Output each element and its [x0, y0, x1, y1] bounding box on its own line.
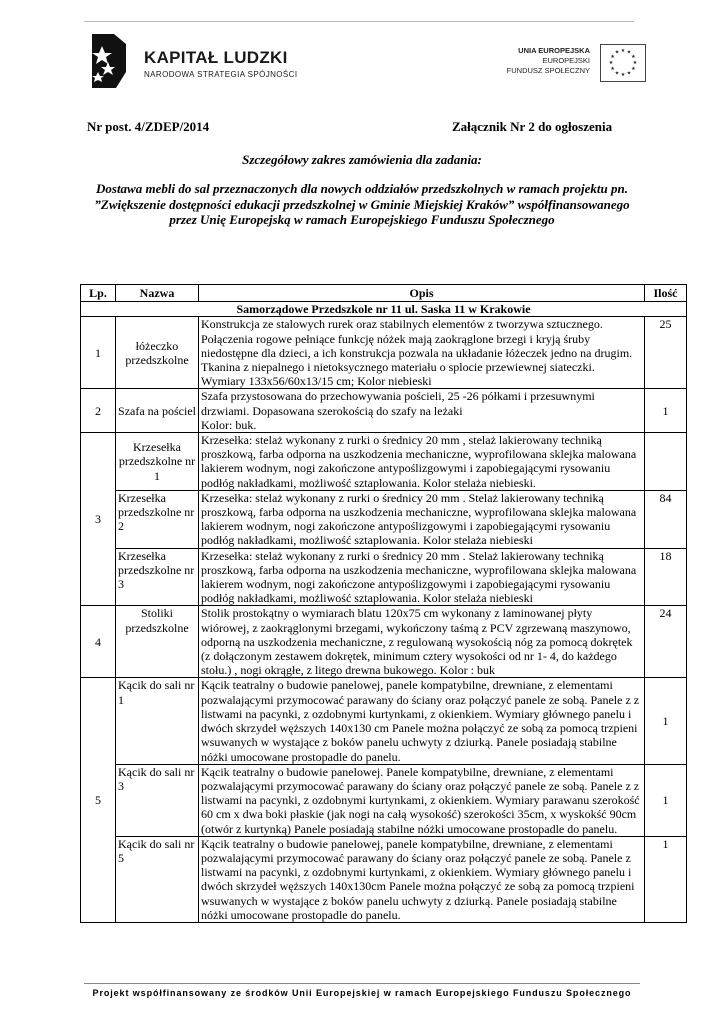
row-name: Szafa na pościel: [116, 389, 199, 433]
table-row: [81, 490, 687, 548]
row-description: Kącik teatralny o budowie panelowej. Panele kompatybilne, drewniane, z elementami pozwalającymi przymocować parawany do ściany oraz połączyć panele ze sobą. Panele z z listwami na pacynki, z ozdobnymi kurtynkami, z okienkiem. Wymiary parawanu szerokość 60 cm x dwa boki płaskie (jak nogi na całą wysokość) szerokości 35cm, x wyskokść 90cm (otwór z kurtynką) Panele posiadają stabilne nóżki umocowane prostopadle do panelu.: [199, 764, 645, 836]
top-rule: [84, 21, 634, 22]
task-description-line: Dostawa mebli do sal przeznaczonych dla nowych oddziałów przedszkolnych w ramach projektu pn.: [96, 181, 628, 196]
header-description: Opis: [199, 285, 645, 302]
logo-subtitle: NARODOWA STRATEGIA SPÓJNOŚCI: [144, 70, 298, 79]
table-row: [81, 389, 687, 433]
svg-text:★: ★: [620, 72, 626, 78]
svg-text:★: ★: [614, 70, 620, 77]
row-description: Kącik teatralny o budowie panelowej, panele kompatybilne, drewniane, z elementami pozwalającymi przymocować parawany do ściany oraz połączyć panele ze sobą. Panele z z listwami na pacynki, z ozdobnymi kurtynkami, z okienkiem. Wymiary głównego panelu i dwóch skrzydeł węższych 140x130 cm Panele można połączyć ze sobą za pomocą trzpieni wsuwanych w wystające z boków panelu uchwyty z dziurką. Panele posiadają stabilne nóżki umocowane prostopadle do panelu.: [199, 678, 645, 764]
section-row: [81, 302, 687, 317]
svg-text:★: ★: [614, 49, 620, 56]
row-description: Krzesełka: stelaż wykonany z rurki o średnicy 20 mm , stelaż lakierowany techniką proszkową, farba odporna na uszkodzenia mechaniczne, wyprofilowana sklejka malowana lakierem wodnym, nogi zakończone antypoślizgowymi i zapobiegającymi rysowaniu podłóg nakładkami, możliwość sztaplowania. Kolor stelaża niebieski.: [199, 433, 645, 491]
row-name: Krzesełka przedszkolne nr 1: [116, 433, 199, 491]
svg-text:★: ★: [631, 54, 636, 60]
svg-text:★: ★: [610, 54, 615, 60]
eu-text: [507, 46, 590, 76]
table-header-row: [81, 285, 687, 302]
post-number: Nr post. 4/ZDEP/2014: [87, 119, 210, 134]
eu-logo: [480, 44, 650, 84]
eu-flag-icon: [600, 44, 646, 82]
row-lp: 2: [81, 389, 116, 433]
row-name: Krzesełka przedszkolne nr 2: [116, 490, 199, 548]
footer-rule: [84, 983, 640, 984]
row-name: Kącik do sali nr 1: [116, 678, 199, 764]
row-quantity: 25: [645, 317, 687, 389]
row-lp: 3: [81, 433, 116, 606]
row-name: Kącik do sali nr 3: [116, 764, 199, 836]
svg-text:★: ★: [626, 49, 632, 56]
table-row: [81, 678, 687, 764]
row-name: Krzesełka przedszkolne nr 3: [116, 548, 199, 606]
row-name: Stoliki przedszkolne: [116, 606, 199, 678]
row-description: Kącik teatralny o budowie panelowej, panele kompatybilne, drewniane, z elementami pozwalającymi przymocować parawany do ściany oraz połączyć panele ze sobą. Panele z listwami na pacynki, z ozdobnymi kurtynkami, z okienkiem. Wymiary głównego panelu i dwóch skrzydeł węższych 140x130cm Panele można połączyć ze sobą za pomocą trzpieni wsuwanych w wystające z boków panelu uchwyty z dziurką. Panele posiadają stabilne nóżki umocowane prostopadle do panelu.: [199, 836, 645, 922]
row-description: Krzesełka: stelaż wykonany z rurki o średnicy 20 mm . Stelaż lakierowany techniką proszkową, farba odporna na uszkodzenia mechaniczne, wyprofilowana sklejka malowana lakierem wodnym, nogi zakończone antypoślizgowymi i zapobiegającymi rysowaniu podłóg nakładkami, możliwość sztaplowania. Kolor stelaża niebieski: [199, 490, 645, 548]
task-description-line: przez Unię Europejską w ramach Europejskiego Funduszu Społecznego: [169, 212, 555, 227]
table-row: [81, 433, 687, 491]
svg-text:★: ★: [626, 70, 632, 77]
svg-text:★: ★: [608, 60, 614, 66]
table-row: [81, 548, 687, 606]
row-quantity: 1: [645, 836, 687, 922]
task-description-line: ”Zwiększenie dostępności edukacji przedszkolnej w Gminie Miejskiej Kraków” współfinansowanego: [94, 196, 630, 212]
eu-line-3: FUNDUSZ SPOŁECZNY: [506, 66, 590, 75]
logo-title: KAPITAŁ LUDZKI: [144, 48, 288, 67]
row-quantity: 1: [645, 764, 687, 836]
row-quantity: 18: [645, 548, 687, 606]
row-name: łóżeczko przedszkolne: [116, 317, 199, 389]
svg-text:★: ★: [632, 60, 638, 66]
footer-note: Projekt współfinansowany ze środków Unii Europejskiej w ramach Europejskiego Funduszu Społecznego: [92, 988, 632, 998]
row-description: Konstrukcja ze stalowych rurek oraz stabilnych elementów z tworzywa sztucznego. Połączenia rogowe pełniące funkcję nóżek mają zaokrąglone brzegi i kryją śruby niedostępne dla dzieci, a ich konstrukcja pozwala na układanie łóżeczek jedno na drugim. Tkanina z niepalnego i nietoksycznego materiału o splocie przewiewnej siateczki. Wymiary 133x56/60x13/15 cm; Kolor niebieski: [199, 317, 645, 389]
row-quantity: 1: [645, 678, 687, 764]
row-quantity: 24: [645, 606, 687, 678]
table-row: [81, 764, 687, 836]
kapital-ludzki-logo: [88, 30, 298, 92]
table-row: [81, 606, 687, 678]
document-subtitle: Szczegółowy zakres zamówienia dla zadania:: [242, 152, 482, 167]
task-description: [30, 181, 694, 228]
header-quantity: Ilość: [645, 285, 687, 302]
specification-table: [80, 284, 687, 923]
annex-label: Załącznik Nr 2 do ogłoszenia: [452, 119, 613, 134]
row-name: Kącik do sali nr 5: [116, 836, 199, 922]
svg-text:★: ★: [620, 48, 626, 54]
header-name: Nazwa: [116, 285, 199, 302]
table-row: [81, 317, 687, 389]
row-lp: 5: [81, 678, 116, 922]
row-description: Krzesełka: stelaż wykonany z rurki o średnicy 20 mm . Stelaż lakierowany techniką proszkową, farba odporna na uszkodzenia mechaniczne, wyprofilowana sklejka malowana lakierem wodnym, nogi zakończone antypoślizgowymi i zapobiegającymi rysowaniu podłóg nakładkami, możliwość sztaplowania. Kolor stelaża niebieski: [199, 548, 645, 606]
kapital-ludzki-emblem-icon: [88, 32, 128, 90]
table-row: [81, 836, 687, 922]
row-lp: 4: [81, 606, 116, 678]
svg-text:★: ★: [610, 66, 615, 72]
row-description: Szafa przystosowana do przechowywania pościeli, 25 -26 półkami i przesuwnymi drzwiami. Dopasowana szerokością do szafy na leżaki Kolor: buk.: [199, 389, 645, 433]
row-quantity: [645, 433, 687, 491]
row-description: Stolik prostokątny o wymiarach blatu 120x75 cm wykonany z laminowanej płyty wiórowej, z zaokrąglonymi brzegami, wykończony taśmą z PCV zgrzewaną maszynowo, odporną na uszkodzenia mechaniczne, z regulowaną wysokością nóg za pomocą dokrętek (z dołączonym zestawem dokrętek, minimum cztery wysokości od nr 1- 4, do każdego stołu.) , nogi okrągłe, z litego drewna bukowego. Kolor : buk: [199, 606, 645, 678]
header-lp: Lp.: [81, 285, 116, 302]
eu-line-1: UNIA EUROPEJSKA: [518, 46, 590, 55]
row-quantity: 1: [645, 389, 687, 433]
row-lp: 1: [81, 317, 116, 389]
row-quantity: 84: [645, 490, 687, 548]
svg-text:★: ★: [631, 66, 636, 72]
section-title: Samorządowe Przedszkole nr 11 ul. Saska 11 w Krakowie: [81, 302, 687, 317]
eu-line-2: EUROPEJSKI: [542, 56, 590, 65]
